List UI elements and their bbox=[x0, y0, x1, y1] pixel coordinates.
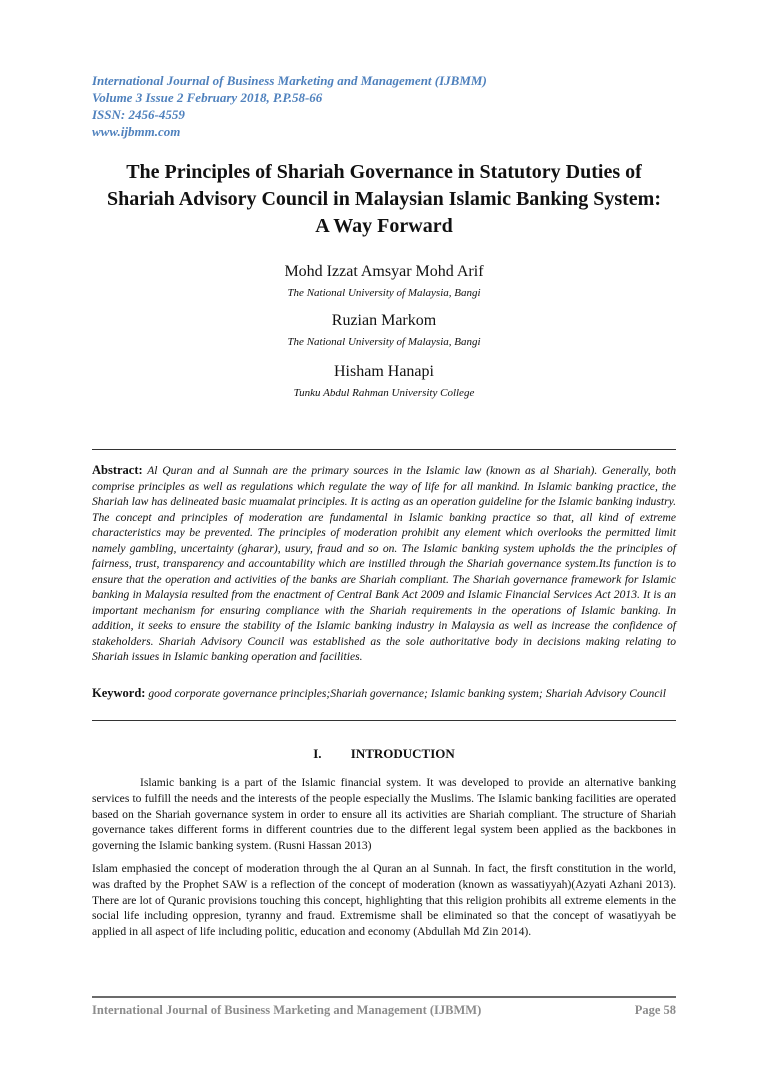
title-line-3: A Way Forward bbox=[315, 215, 453, 237]
author-name: Mohd Izzat Amsyar Mohd Arif bbox=[284, 263, 484, 280]
paper-title bbox=[72, 159, 696, 240]
page-footer bbox=[92, 996, 676, 1018]
footer-journal: International Journal of Business Marketing and Management (IJBMM) bbox=[92, 1003, 482, 1017]
journal-volume: Volume 3 Issue 2 February 2018, P.P.58-66 bbox=[92, 90, 323, 105]
keywords bbox=[92, 686, 676, 702]
abstract-text: Al Quran and al Sunnah are the primary sources in the Islamic law (known as al Shariah). Generally, both comprise principles as well as regulations which regulate the way of life for all mankind. In Islamic banking practice, the Shariah law has delineated basic muamalat principles. It is acting as an operation guideline for the Islamic banking industry. The concept and principles of moderation are fundamental in Islamic banking practice so that, all kind of extreme characteristics may be prevented. The principles of moderation prohibit any element which overlooks the permitted limit namely gambling, uncertainty (gharar), usury, fraud and so on. The Islamic banking system upholds the the principles of fairness, trust, transparency and accountability which are instilled through the Shariah governance system.Its function is to ensure that the operation and activities of the banks are Shariah compliant. The Shariah governance framework for Islamic banking in Malaysia resulted from the enactment of Central Bank Act 2009 and Islamic Financial Services Act 2013. It is an important mechanism for ensuring compliance with the Shariah requirements in the operations of Islamic banking. In addition, it seeks to ensure the stability of the Islamic banking industry in Malaysia as well as increase the confidence of stakeholders. Shariah Advisory Council was established as the sole authoritative body in decisions making relating to Shariah issues in Islamic banking operation and facilities. bbox=[92, 464, 676, 663]
author-affiliation: The National University of Malaysia, Bangi bbox=[287, 287, 481, 299]
section-heading bbox=[92, 746, 676, 762]
divider-top bbox=[92, 449, 676, 450]
title-line-1: The Principles of Shariah Governance in Statutory Duties of bbox=[126, 161, 642, 183]
author-affiliation: Tunku Abdul Rahman University College bbox=[293, 387, 475, 399]
paragraph-2: Islam emphasied the concept of moderation through the al Quran an al Sunnah. In fact, the firsft constitution in the world, was drafted by the Prophet SAW is a reflection of the concept of moderation (known as wassatiyyah)(Azyati Azhani 2013). There are lot of Quranic provisions touching this concept, highlighting that this religion prohibits all extreme elements in the social life including oppresion, tyranny and fraud. Extremisme shall be eliminated so that the concept of wasatiyyah be applied in all aspect of life including politic, education and economy (Abdullah Md Zin 2014). bbox=[92, 862, 676, 939]
journal-issn: ISSN: 2456-4559 bbox=[92, 107, 185, 122]
abstract-label: Abstract: bbox=[92, 463, 143, 477]
section-title: INTRODUCTION bbox=[350, 746, 455, 761]
keyword-text: good corporate governance principles;Shariah governance; Islamic banking system; Shariah Advisory Council bbox=[148, 687, 666, 700]
abstract bbox=[92, 463, 676, 665]
section-number: I. bbox=[313, 746, 322, 761]
journal-website: www.ijbmm.com bbox=[92, 124, 181, 139]
page-number: Page 58 bbox=[634, 1003, 676, 1017]
paragraph-1: Islamic banking is a part of the Islamic financial system. It was developed to provide an alternative banking services to fulfill the needs and the interests of the people especially the Muslims. The Islamic banking facilities are operated based on the Shariah governance system in order to ensure all its activities are Shariah compliant. The structure of Shariah governance takes different forms in different countries due to the different legal system been applied as the backbones in governing the Islamic banking system. (Rusni Hassan 2013) bbox=[92, 776, 676, 853]
journal-header bbox=[92, 72, 692, 140]
author-name: Hisham Hanapi bbox=[334, 363, 434, 380]
author-affiliation: The National University of Malaysia, Bangi bbox=[287, 336, 481, 348]
keyword-label: Keyword: bbox=[92, 686, 146, 700]
author-1 bbox=[180, 262, 588, 300]
title-line-2: Shariah Advisory Council in Malaysian Islamic Banking System: bbox=[107, 188, 661, 210]
journal-name: International Journal of Business Marketing and Management (IJBMM) bbox=[92, 73, 487, 88]
divider-bottom bbox=[92, 720, 676, 721]
author-3 bbox=[180, 362, 588, 400]
author-name: Ruzian Markom bbox=[331, 312, 437, 329]
author-2 bbox=[180, 311, 588, 349]
